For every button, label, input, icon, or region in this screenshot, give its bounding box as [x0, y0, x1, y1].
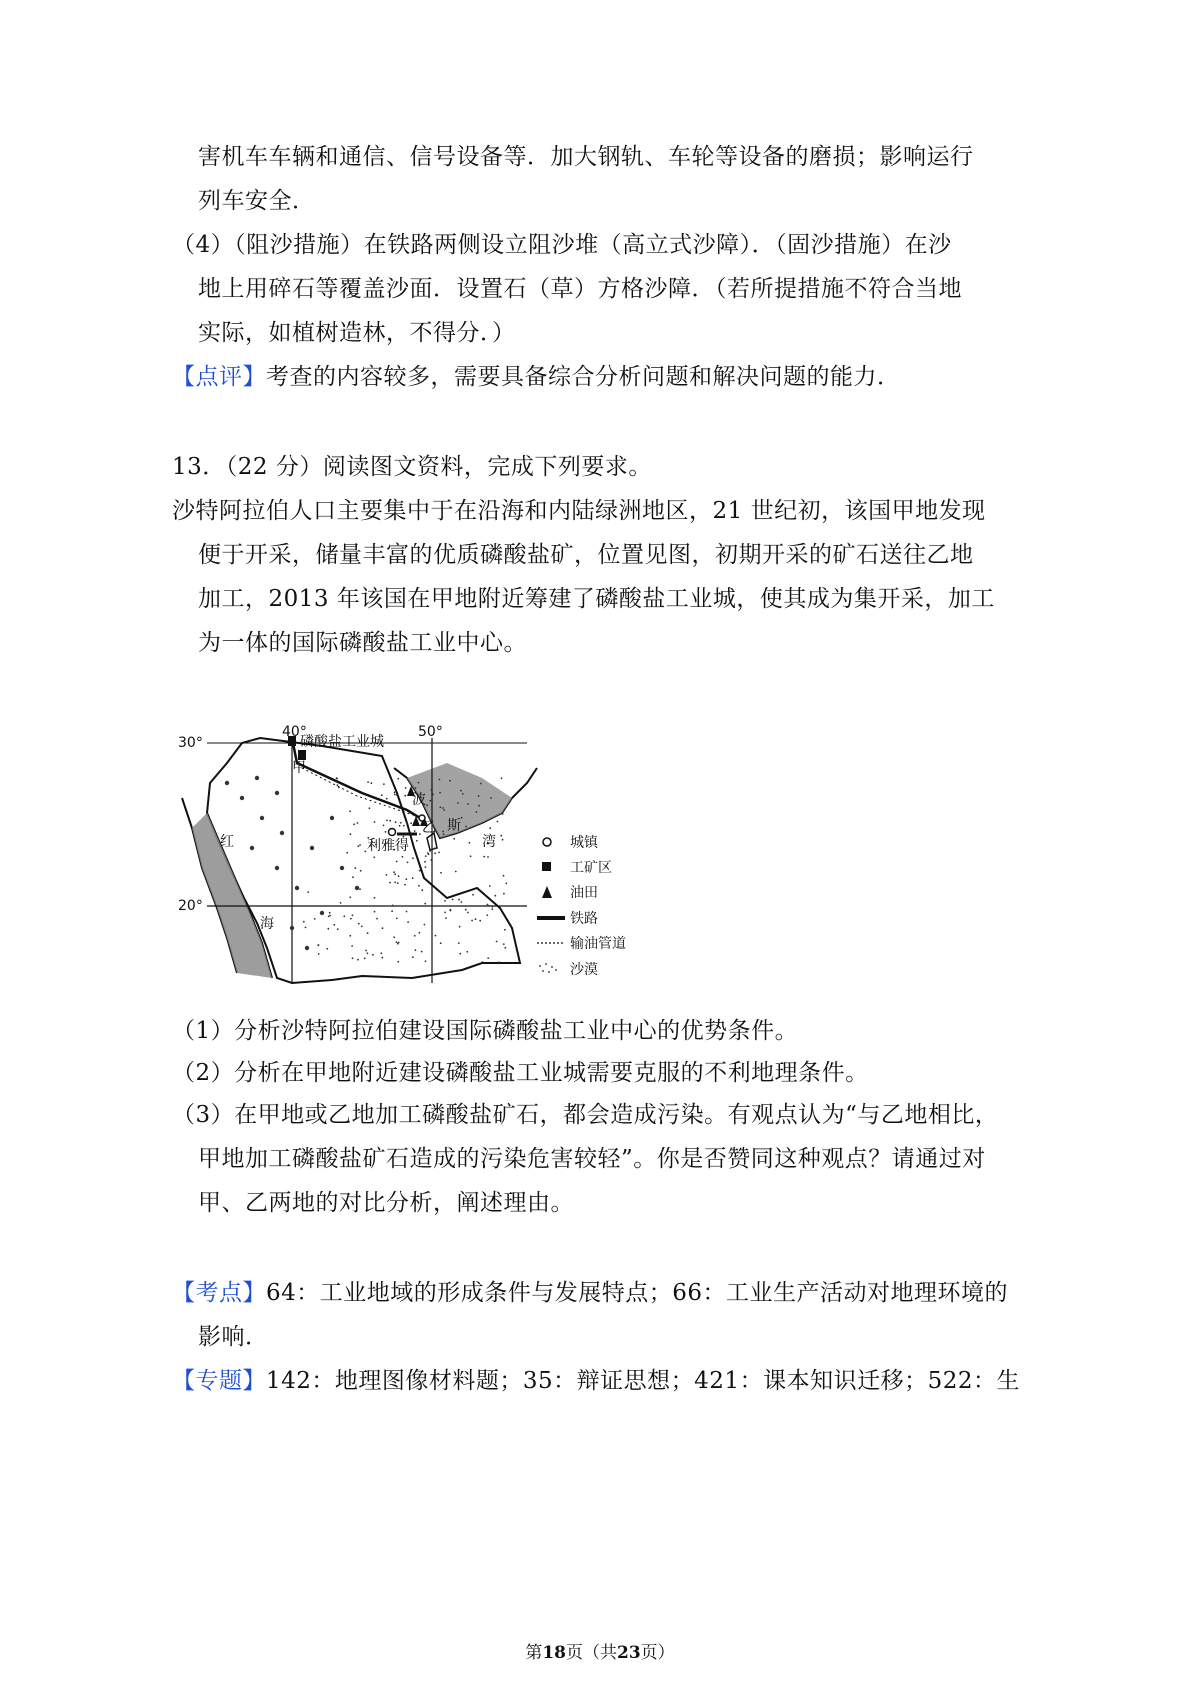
gulf-label: 波	[412, 792, 426, 808]
desert-dot	[490, 797, 492, 799]
desert-dot	[367, 932, 369, 934]
desert-dot	[434, 848, 436, 850]
desert-dot	[396, 941, 398, 943]
desert-dot	[389, 820, 391, 822]
desert-dot	[395, 821, 397, 823]
desert-dot	[386, 874, 388, 876]
legend-desert-label: 沙漠	[570, 962, 598, 978]
desert-dot	[407, 862, 409, 864]
kaodian-line	[172, 1278, 1008, 1308]
map-dot	[255, 776, 259, 780]
desert-dot	[465, 826, 467, 828]
map-dot	[320, 911, 324, 915]
desert-dot	[397, 882, 399, 884]
desert-dot	[438, 852, 440, 854]
desert-dot	[343, 915, 345, 917]
kaodian-line: 影响．	[198, 1324, 269, 1350]
desert-dot	[351, 945, 353, 947]
desert-dot	[398, 942, 400, 944]
desert-dot	[487, 904, 489, 906]
desert-dot	[439, 779, 441, 781]
desert-dot	[498, 961, 500, 963]
desert-dot	[472, 894, 474, 896]
review-text: 考查的内容较多，需要具备综合分析问题和解决问题的能力．	[266, 364, 901, 390]
desert-dot	[354, 867, 356, 869]
zhuanti-tag: 【专题】	[172, 1368, 266, 1394]
desert-dot	[349, 810, 351, 812]
desert-dot	[399, 825, 401, 827]
desert-dot	[429, 850, 431, 852]
desert-dot	[406, 822, 408, 824]
lat-20-label: 20°	[178, 898, 203, 914]
desert-dot	[407, 921, 409, 923]
question-head: 13．（22 分）阅读图文资料，完成下列要求。	[172, 454, 652, 480]
desert-dot	[444, 900, 446, 902]
material-line: 为一体的国际磷酸盐工业中心。	[198, 630, 527, 656]
review-line	[172, 362, 901, 392]
desert-dot	[374, 897, 376, 899]
desert-dot	[383, 783, 385, 785]
sub-question: 甲地加工磷酸盐矿石造成的污染危害较轻”。你是否赞同这种观点？请通过对	[198, 1146, 986, 1172]
map-dot	[330, 816, 334, 820]
desert-dot	[385, 831, 387, 833]
yi-label: 乙	[422, 820, 436, 836]
desert-dot	[393, 936, 395, 938]
desert-dot	[461, 901, 463, 903]
map-legend	[537, 834, 626, 978]
desert-dot	[391, 910, 393, 912]
kaodian-text: 64：工业地域的形成条件与发展特点；66：工业生产活动对地理环境的	[266, 1280, 1009, 1306]
desert-dot	[365, 950, 367, 952]
oilfield-icon	[542, 886, 552, 898]
desert-dot	[398, 875, 400, 877]
desert-dot	[396, 861, 398, 863]
map-dot	[275, 866, 279, 870]
desert-dot	[502, 839, 504, 841]
legend-pipeline-label: 输油管道	[570, 936, 626, 952]
desert-dot	[333, 924, 335, 926]
desert-dot	[357, 959, 359, 961]
desert-dot	[386, 798, 388, 800]
desert-dot	[403, 825, 405, 827]
sub-question: （3）在甲地或乙地加工磷酸盐矿石，都会造成污染。有观点认为“与乙地相比，	[172, 1102, 999, 1128]
map-dot	[355, 886, 359, 890]
desert-dot	[352, 914, 354, 916]
desert-dot	[421, 889, 423, 891]
desert-dot	[393, 871, 395, 873]
desert-dot	[424, 861, 426, 863]
gulf-label: 斯	[447, 818, 461, 834]
material-line: 便于开采，储量丰富的优质磷酸盐矿，位置见图，初期开采的矿石送往乙地	[198, 542, 974, 568]
desert-dot	[352, 957, 354, 959]
lon-40-label: 40°	[282, 724, 307, 740]
desert-dot	[453, 838, 455, 840]
desert-dot	[360, 870, 362, 872]
answer-line: 地上用碎石等覆盖沙面．设置石（草）方格沙障．（若所提措施不符合当地	[198, 276, 962, 302]
desert-dot	[419, 932, 421, 934]
desert-dot	[424, 924, 426, 926]
map-dot	[240, 796, 244, 800]
desert-dot	[394, 882, 396, 884]
desert-dot	[488, 905, 490, 907]
desert-dot	[329, 912, 331, 914]
lon-50-label: 50°	[418, 724, 443, 740]
lat-30-label: 30°	[178, 735, 203, 751]
desert-dot	[419, 833, 421, 835]
desert-dot	[469, 842, 471, 844]
desert-dot	[380, 952, 382, 954]
map-dot	[275, 791, 279, 795]
desert-dot	[504, 947, 506, 949]
map-dot	[250, 846, 254, 850]
desert-dot	[314, 918, 316, 920]
desert-dot	[327, 928, 329, 930]
desert-dot	[412, 877, 414, 879]
desert-dot	[418, 782, 420, 784]
desert-dot	[326, 948, 328, 950]
town-icon	[543, 838, 551, 846]
desert-dot	[421, 951, 423, 953]
desert-dot	[329, 915, 331, 917]
zhuanti-line	[172, 1366, 1020, 1396]
sub-question: （1）分析沙特阿拉伯建设国际磷酸盐工业中心的优势条件。	[172, 1018, 799, 1044]
desert-dot	[500, 835, 502, 837]
desert-dot	[478, 795, 480, 797]
desert-dot	[402, 856, 404, 858]
gulf-label: 湾	[482, 834, 496, 850]
desert-dot	[431, 796, 433, 798]
desert-dot	[394, 791, 396, 793]
desert-dot	[432, 794, 434, 796]
map-dot	[290, 926, 294, 930]
desert-dot	[480, 783, 482, 785]
desert-dot	[394, 794, 396, 796]
desert-dot	[364, 851, 366, 853]
desert-dot	[350, 833, 352, 835]
page-number: 18	[542, 1643, 566, 1663]
desert-dot	[461, 817, 463, 819]
desert-dot	[503, 943, 505, 945]
desert-dot	[452, 899, 454, 901]
desert-dot	[462, 793, 464, 795]
desert-dot	[414, 830, 416, 832]
desert-dot	[337, 784, 339, 786]
desert-dot	[466, 951, 468, 953]
desert-dot	[396, 794, 398, 796]
desert-dot	[369, 807, 371, 809]
desert-dot	[425, 866, 427, 868]
desert-dot	[502, 813, 504, 815]
desert-dot	[458, 899, 460, 901]
desert-dot	[405, 787, 407, 789]
desert-dot	[491, 906, 493, 908]
desert-dot	[352, 876, 354, 878]
desert-dot	[381, 794, 383, 796]
desert-dot	[486, 914, 488, 916]
desert-dot	[442, 831, 444, 833]
desert-dot	[425, 960, 427, 962]
desert-dot	[397, 778, 399, 780]
desert-dot	[303, 921, 305, 923]
desert-dot	[496, 941, 498, 943]
desert-dot	[459, 926, 461, 928]
map-dot	[260, 816, 264, 820]
desert-dot	[419, 870, 421, 872]
desert-dot	[430, 859, 432, 861]
desert-dot	[440, 872, 442, 874]
zhuanti-text: 142：地理图像材料题；35：辩证思想；421：课本知识迁移；522：生	[266, 1368, 1020, 1394]
desert-dot	[412, 956, 414, 958]
material-line: 加工，2013 年该国在甲地附近筹建了磷酸盐工业城，使其成为集开采，加工	[198, 586, 995, 612]
desert-dot	[497, 821, 499, 823]
map-dot	[295, 886, 299, 890]
desert-dot	[404, 884, 406, 886]
desert-dot	[406, 911, 408, 913]
desert-dot	[367, 952, 369, 954]
desert-dot	[336, 778, 338, 780]
desert-dot	[340, 902, 342, 904]
desert-dot	[318, 953, 320, 955]
legend-town-label: 城镇	[570, 835, 598, 851]
mine-icon	[542, 862, 551, 871]
desert-dot	[434, 852, 436, 854]
desert-dot	[489, 885, 491, 887]
desert-dot	[357, 822, 359, 824]
desert-dot	[415, 787, 417, 789]
page-footer	[0, 1638, 1200, 1663]
desert-dot	[425, 855, 427, 857]
saudi-arabia-map	[178, 724, 652, 988]
map-dot	[310, 846, 314, 850]
desert-dot	[440, 806, 442, 808]
answer-line: 列车安全．	[198, 188, 316, 214]
desert-dot	[418, 885, 420, 887]
review-tag: 【点评】	[172, 364, 266, 390]
red-sea-label: 海	[260, 916, 274, 932]
desert-dot	[435, 935, 437, 937]
desert-dot	[358, 923, 360, 925]
desert-dot	[457, 802, 459, 804]
desert-dot	[455, 871, 457, 873]
map-dot	[340, 866, 344, 870]
jia-label: 甲	[292, 760, 306, 776]
desert-dot	[503, 893, 505, 895]
desert-dot	[467, 803, 469, 805]
desert-dot	[442, 807, 444, 809]
desert-dot	[445, 917, 447, 919]
desert-dot	[389, 882, 391, 884]
desert-dot	[364, 957, 366, 959]
desert-dot	[504, 929, 506, 931]
desert-dot	[382, 927, 384, 929]
sub-question: 甲、乙两地的对比分析，阐述理由。	[198, 1190, 574, 1216]
desert-dot	[489, 827, 491, 829]
answer-line: （4）（阻沙措施）在铁路两侧设立阻沙堆（高立式沙障）．（固沙措施）在沙	[172, 232, 952, 258]
desert-dot	[376, 918, 378, 920]
desert-dot	[475, 811, 477, 813]
desert-dot	[424, 903, 426, 905]
desert-dot	[427, 852, 429, 854]
desert-dot	[505, 883, 507, 885]
desert-dot	[440, 942, 442, 944]
desert-dot	[350, 918, 352, 920]
mine-icon	[298, 750, 306, 760]
material-line: 沙特阿拉伯人口主要集中于在沿海和内陆绿洲地区，21 世纪初，该国甲地发现	[172, 498, 986, 524]
desert-dot	[372, 954, 374, 956]
desert-dot	[415, 949, 417, 951]
desert-dot	[349, 935, 351, 937]
desert-dot	[397, 961, 399, 963]
desert-dot	[359, 844, 361, 846]
desert-dot	[307, 891, 309, 893]
legend-oilfield-label: 油田	[570, 885, 598, 901]
desert-dot	[449, 780, 451, 782]
desert-dot	[439, 792, 441, 794]
desert-dot	[374, 821, 376, 823]
town-icon	[389, 829, 396, 836]
desert-dot	[414, 935, 416, 937]
map-dot	[305, 946, 309, 950]
desert-dot	[371, 782, 373, 784]
footer-prefix: 第	[525, 1643, 543, 1663]
answer-line: 实际，如植树造林，不得分．）	[198, 320, 516, 346]
desert-dot	[503, 875, 505, 877]
legend-mine-label: 工矿区	[570, 860, 612, 876]
desert-dot	[467, 912, 469, 914]
desert-dot	[429, 800, 431, 802]
desert-dot	[353, 823, 355, 825]
desert-dot	[357, 845, 359, 847]
desert-dot	[416, 840, 418, 842]
desert-dot	[443, 833, 445, 835]
red-sea-label: 红	[220, 834, 234, 850]
desert-dot	[381, 957, 383, 959]
desert-dot	[349, 896, 351, 898]
footer-mid: 页（共	[566, 1643, 617, 1663]
desert-dot	[374, 911, 376, 913]
desert-dot	[478, 805, 480, 807]
desert-dot	[396, 918, 398, 920]
desert-dot	[405, 878, 407, 880]
desert-dot	[373, 856, 375, 858]
desert-dot	[394, 873, 396, 875]
desert-dot	[470, 855, 472, 857]
footer-suffix: 页）	[640, 1643, 675, 1663]
desert-dot	[367, 781, 369, 783]
desert-dot	[383, 825, 385, 827]
desert-dot	[392, 905, 394, 907]
desert-dot	[471, 920, 473, 922]
desert-dot	[337, 928, 339, 930]
desert-dot	[483, 856, 485, 858]
desert-dot	[459, 953, 461, 955]
desert-dot	[444, 912, 446, 914]
desert-dot	[361, 926, 363, 928]
desert-dot	[479, 920, 481, 922]
sub-question: （2）分析在甲地附近建设磷酸盐工业城需要克服的不利地理条件。	[172, 1060, 869, 1086]
desert-dot	[410, 822, 412, 824]
desert-dot	[501, 777, 503, 779]
desert-icon	[539, 963, 557, 973]
desert-dot	[443, 809, 445, 811]
legend-railway-label: 铁路	[570, 911, 598, 927]
total-pages: 23	[617, 1643, 641, 1663]
desert-dot	[487, 957, 489, 959]
desert-dot	[386, 820, 388, 822]
desert-dot	[346, 852, 348, 854]
desert-dot	[317, 945, 319, 947]
desert-dot	[481, 961, 483, 963]
kaodian-tag: 【考点】	[172, 1280, 266, 1306]
answer-line: 害机车车辆和通信、信号设备等．加大钢轨、车轮等设备的磨损；影响运行	[198, 144, 974, 170]
desert-dot	[458, 942, 460, 944]
desert-dot	[465, 909, 467, 911]
desert-dot	[494, 895, 496, 897]
desert-dot	[359, 888, 361, 890]
desert-dot	[426, 804, 428, 806]
desert-dot	[487, 856, 489, 858]
desert-dot	[430, 789, 432, 791]
desert-dot	[449, 909, 451, 911]
desert-dot	[412, 857, 414, 859]
desert-dot	[404, 795, 406, 797]
map-dot	[280, 831, 284, 835]
desert-dot	[305, 927, 307, 929]
desert-dot	[475, 918, 477, 920]
desert-dot	[460, 790, 462, 792]
industry-city-label: 磷酸盐工业城	[300, 734, 384, 750]
map-dot	[225, 781, 229, 785]
riyadh-label: 利雅得	[367, 838, 409, 854]
desert-dot	[491, 908, 493, 910]
desert-dot	[400, 822, 402, 824]
